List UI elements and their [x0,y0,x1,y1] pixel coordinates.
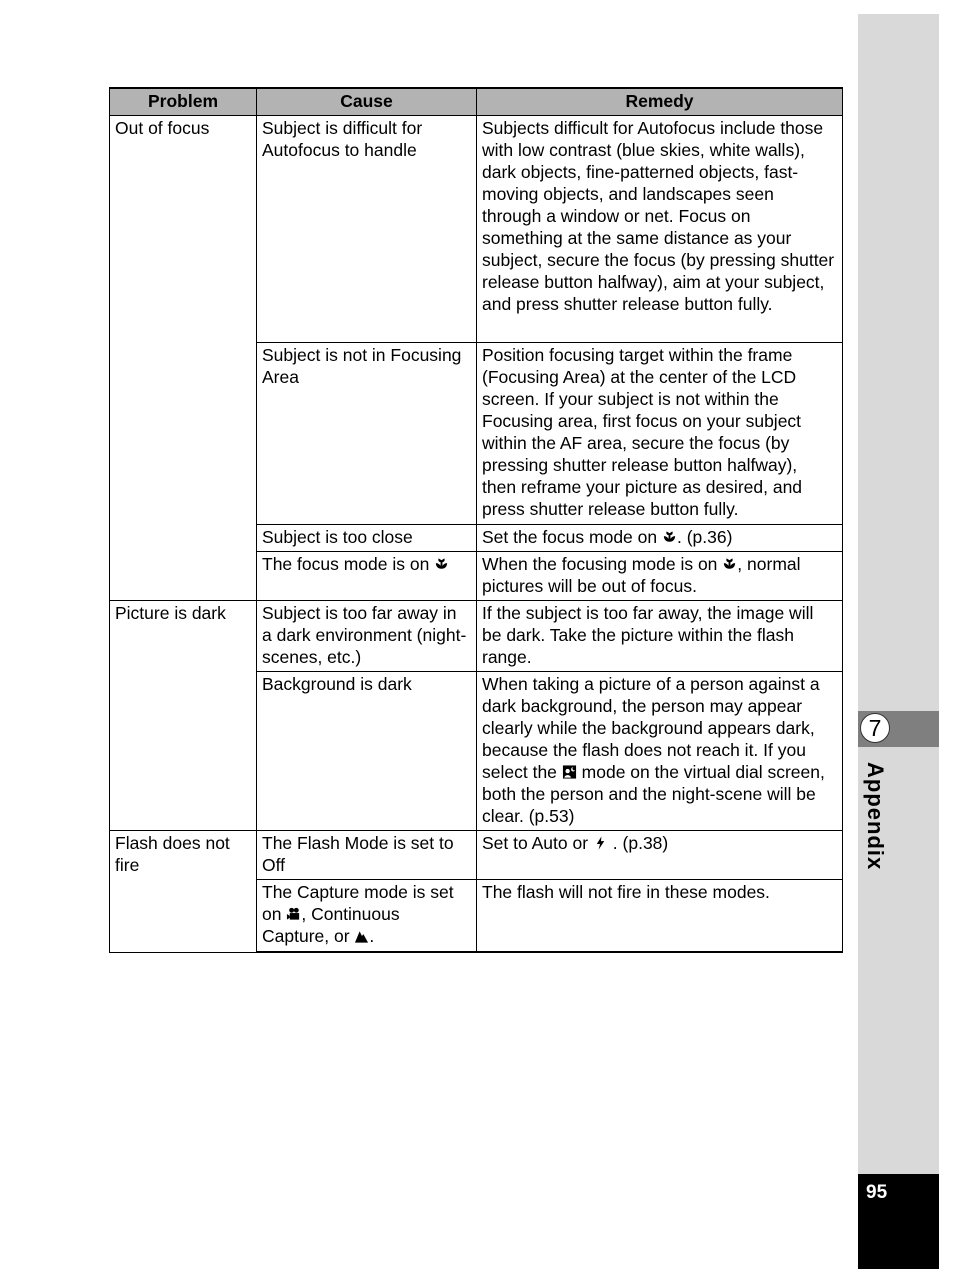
table-row [110,601,843,672]
side-strip [858,14,939,1174]
cause-text: The focus mode is on [262,554,430,574]
remedy-cell: Subjects difficult for Autofocus include those with low contrast (blue skies, white walls), dark objects, fine-patterned objects, fast-moving objects, and landscapes seen through a window or net. Focus on something at the same distance as your subject, secure the focus (by pressing shutter release button halfway), aim at your subject, and press shutter release button fully. [477,116,843,343]
remedy-text: When taking a picture of a person against a dark background, the person may appear clearly while the background appears dark, because the flash does not reach it. If you select the [482,674,820,782]
header-problem: Problem [110,88,257,116]
macro-flower-icon [434,556,449,572]
remedy-cell: Position focusing target within the frame (Focusing Area) at the center of the LCD screen. If your subject is not within the Focusing area, first focus on your subject within the AF area, secure the focus (by pressing shutter release button halfway), then reframe your picture as desired, and press shutter release button fully. [477,343,843,525]
remedy-cell [477,672,843,831]
cause-cell: Subject is too far away in a dark environment (night-scenes, etc.) [257,601,477,672]
table-row [110,831,843,880]
cause-cell: Subject is not in Focusing Area [257,343,477,525]
remedy-cell [477,552,843,601]
cause-text: , Continuous Capture, or [262,904,400,946]
problem-cell: Picture is dark [110,601,257,831]
page-number: 95 [866,1182,888,1203]
landscape-mountain-icon [354,928,369,944]
header-remedy: Remedy [477,88,843,116]
table-row [110,116,843,343]
cause-text: The Capture mode is set on [262,882,454,924]
cause-cell: Background is dark [257,672,477,831]
macro-flower-icon [722,556,737,572]
remedy-text: , normal pictures will be out of focus. [482,554,801,596]
table-header-row [110,88,843,116]
problem-cell: Out of focus [110,116,257,601]
remedy-cell [477,831,843,880]
remedy-text: Set to Auto or [482,833,589,853]
chapter-title: Appendix [863,762,888,871]
remedy-text: When the focusing mode is on [482,554,718,574]
remedy-text: Set the focus mode on [482,527,658,547]
cause-cell [257,880,477,953]
problem-cell: Flash does not fire [110,831,257,953]
troubleshooting-table [109,87,843,953]
cause-text: . [369,926,375,946]
cause-cell: The Flash Mode is set to Off [257,831,477,880]
remedy-text: . (p.38) [612,833,669,853]
header-cause: Cause [257,88,477,116]
cause-cell [257,552,477,601]
remedy-text: mode on the virtual dial screen, both the person and the night-scene will be clear. (p.53) [482,762,825,826]
remedy-cell: If the subject is too far away, the image will be dark. Take the picture within the flash range. [477,601,843,672]
cause-cell: Subject is too close [257,525,477,552]
remedy-text: . (p.36) [677,527,733,547]
flash-bolt-icon [593,835,608,851]
night-scene-portrait-icon [562,764,577,780]
cause-cell: Subject is difficult for Autofocus to handle [257,116,477,343]
remedy-cell [477,525,843,552]
remedy-cell: The flash will not fire in these modes. [477,880,843,953]
macro-flower-icon [662,529,677,545]
chapter-number: 7 [860,713,890,743]
movie-camera-icon [286,906,301,922]
